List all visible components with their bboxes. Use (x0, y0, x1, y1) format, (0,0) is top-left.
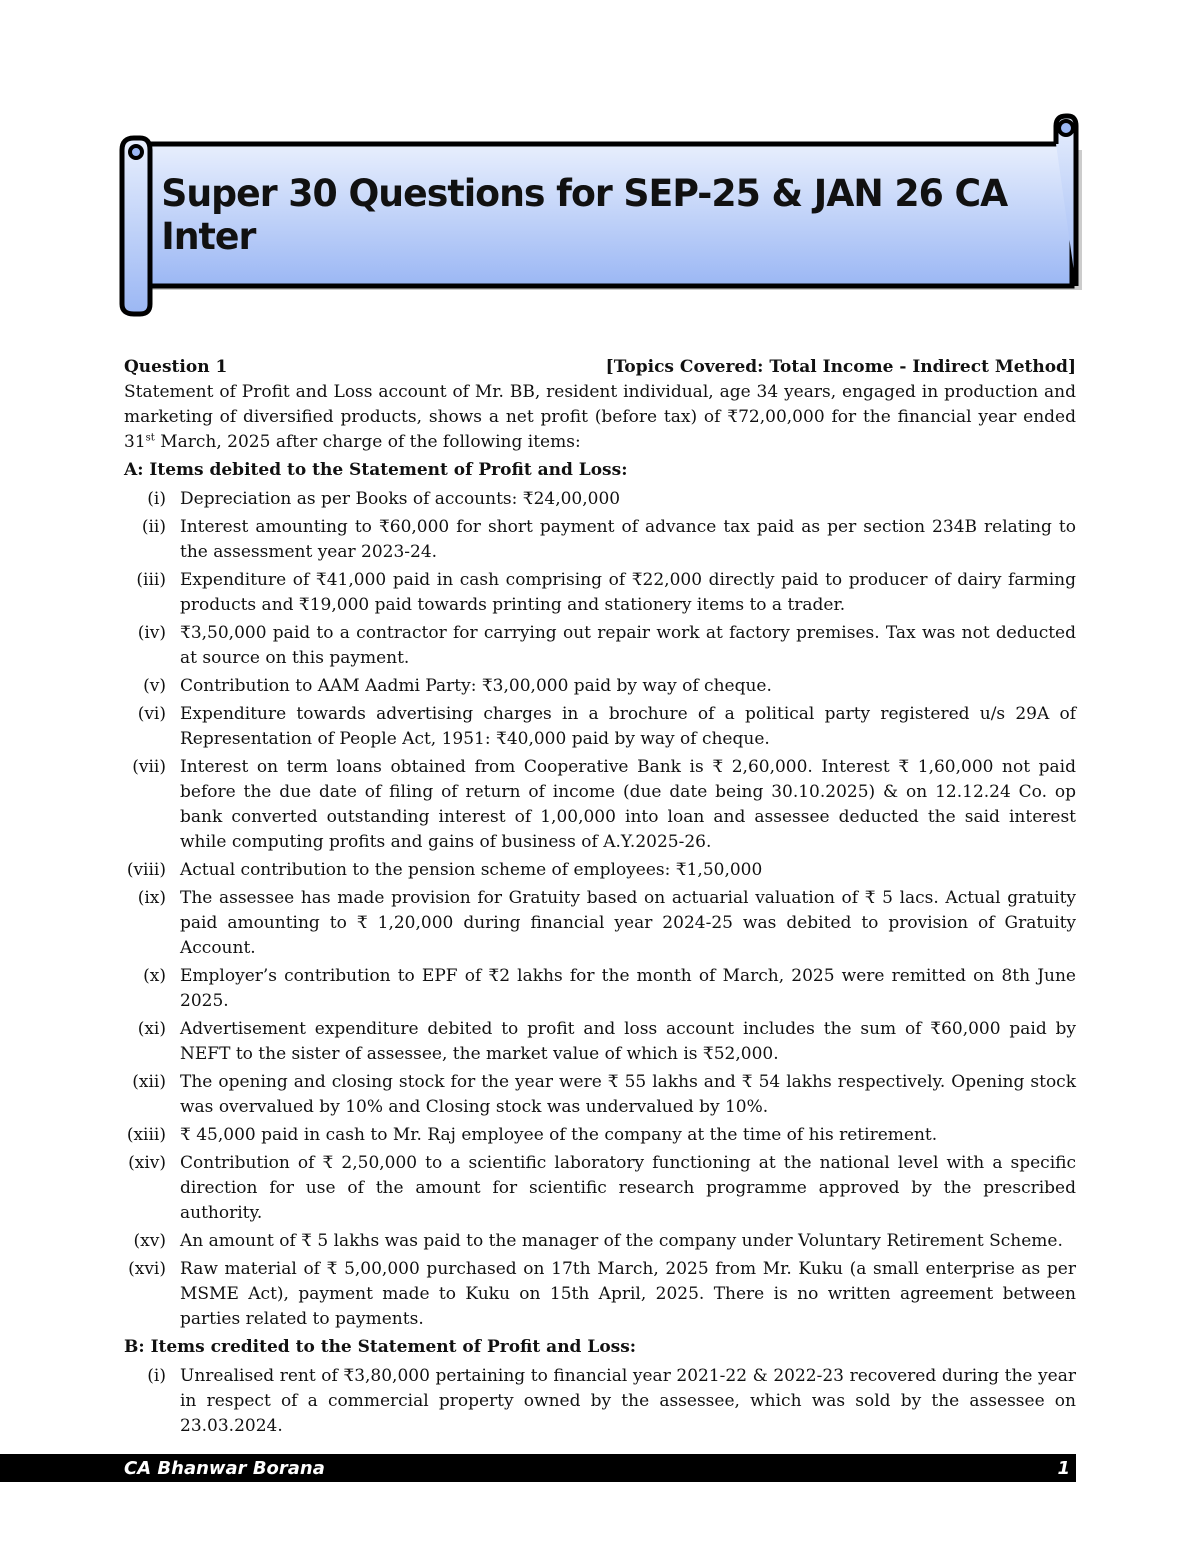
item-number: (ix) (137, 888, 166, 908)
item-number: (x) (143, 966, 166, 986)
item-text: The assessee has made provision for Gratuity based on actuarial valuation of ₹ 5 lacs. Actual gratuity paid amounting to ₹ 1,20,000 during financial year 2024-25 was debited to provision of Gratuity Account. (180, 888, 1076, 958)
item-text: Depreciation as per Books of accounts: ₹24,00,000 (180, 489, 621, 509)
item-text: Contribution of ₹ 2,50,000 to a scientific laboratory functioning at the national level with a specific direction for use of the amount for scientific research programme approved by the prescribed authority. (180, 1153, 1076, 1223)
item-number: (xii) (132, 1072, 166, 1092)
item-text: Interest amounting to ₹60,000 for short payment of advance tax paid as per section 234B relating to the assessment year 2023-24. (180, 517, 1076, 562)
question-content (124, 355, 1076, 1442)
question-label: Question 1 (124, 357, 228, 377)
item-number: (xiv) (128, 1153, 166, 1173)
item-text: Expenditure towards advertising charges in a brochure of a political party registered u/s 29A of Representation of People Act, 1951: ₹40,000 paid by way of cheque. (180, 704, 1076, 749)
topics-covered: [Topics Covered: Total Income - Indirect Method] (605, 357, 1076, 377)
intro-superscript: st (145, 432, 155, 444)
page-number: 1 (1057, 1457, 1070, 1479)
item-number: (iii) (136, 570, 166, 590)
intro-text-b: March, 2025 after charge of the following items: (154, 432, 581, 452)
section-a-list (124, 487, 1076, 1332)
list-item (124, 858, 1076, 883)
item-number: (viii) (126, 860, 166, 880)
question-intro (124, 380, 1076, 455)
item-text: The opening and closing stock for the year were ₹ 55 lakhs and ₹ 54 lakhs respectively. Opening stock was overvalued by 10% and Closing stock was undervalued by 10%. (180, 1072, 1076, 1117)
item-number: (xv) (133, 1231, 166, 1251)
item-number: (iv) (137, 623, 166, 643)
item-number: (xvi) (128, 1259, 166, 1279)
list-item (124, 1257, 1076, 1332)
list-item (124, 487, 1076, 512)
list-item (124, 621, 1076, 671)
item-text: ₹3,50,000 paid to a contractor for carrying out repair work at factory premises. Tax was not deducted at source on this payment. (180, 623, 1076, 668)
item-number: (i) (147, 1366, 166, 1386)
footer-author: CA Bhanwar Borana (124, 1457, 325, 1479)
list-item (124, 1364, 1076, 1439)
item-text: Interest on term loans obtained from Cooperative Bank is ₹ 2,60,000. Interest ₹ 1,60,000 not paid before the due date of filing of return of income (due date being 30.10.2025) & on 12.12.24 Co. op bank converted outstanding interest of 1,00,000 into loan and assessee deducted the said interest while computing profits and gains of business of A.Y.2025-26. (180, 757, 1076, 852)
item-text: An amount of ₹ 5 lakhs was paid to the manager of the company under Voluntary Retirement Scheme. (180, 1231, 1063, 1251)
list-item (124, 568, 1076, 618)
list-item (124, 1123, 1076, 1148)
item-number: (vii) (132, 757, 166, 777)
list-item (124, 515, 1076, 565)
item-text: Advertisement expenditure debited to profit and loss account includes the sum of ₹60,000 paid by NEFT to the sister of assessee, the market value of which is ₹52,000. (180, 1019, 1076, 1064)
question-header (124, 355, 1076, 380)
item-text: Unrealised rent of ₹3,80,000 pertaining to financial year 2021-22 & 2022-23 recovered during the year in respect of a commercial property owned by the assessee, which was sold by the assessee on 23.03.2024. (180, 1366, 1076, 1436)
item-number: (i) (147, 489, 166, 509)
item-text: Employer’s contribution to EPF of ₹2 lakhs for the month of March, 2025 were remitted on 8th June 2025. (180, 966, 1076, 1011)
list-item (124, 886, 1076, 961)
list-item (124, 1017, 1076, 1067)
list-item (124, 702, 1076, 752)
item-text: Expenditure of ₹41,000 paid in cash comprising of ₹22,000 directly paid to producer of dairy farming products and ₹19,000 paid towards printing and stationery items to a trader. (180, 570, 1076, 615)
item-text: Contribution to AAM Aadmi Party: ₹3,00,000 paid by way of cheque. (180, 676, 772, 696)
item-number: (ii) (141, 517, 166, 537)
list-item (124, 1229, 1076, 1254)
item-text: ₹ 45,000 paid in cash to Mr. Raj employee of the company at the time of his retirement. (180, 1125, 938, 1145)
list-item (124, 964, 1076, 1014)
item-number: (xi) (137, 1019, 166, 1039)
section-a-heading: A: Items debited to the Statement of Profit and Loss: (124, 460, 628, 480)
section-b-heading: B: Items credited to the Statement of Profit and Loss: (124, 1337, 637, 1357)
banner-title: Super 30 Questions for SEP-25 & JAN 26 CA Inter (161, 172, 1008, 258)
list-item (124, 1070, 1076, 1120)
list-item (124, 755, 1076, 855)
page-footer (0, 1454, 1076, 1482)
section-b-list (124, 1364, 1076, 1439)
item-number: (v) (143, 676, 166, 696)
item-number: (vi) (137, 704, 166, 724)
intro-text-a: Statement of Profit and Loss account of Mr. BB, resident individual, age 34 years, engaged in production and marketing of diversified products, shows a net profit (before tax) of ₹72,00,000 for the financial year ended 31 (124, 382, 1076, 452)
list-item (124, 1151, 1076, 1226)
item-text: Actual contribution to the pension scheme of employees: ₹1,50,000 (180, 860, 763, 880)
item-number: (xiii) (126, 1125, 166, 1145)
list-item (124, 674, 1076, 699)
item-text: Raw material of ₹ 5,00,000 purchased on 17th March, 2025 from Mr. Kuku (a small enterprise as per MSME Act), payment made to Kuku on 15th April, 2025. There is no written agreement between parties related to payments. (180, 1259, 1076, 1329)
